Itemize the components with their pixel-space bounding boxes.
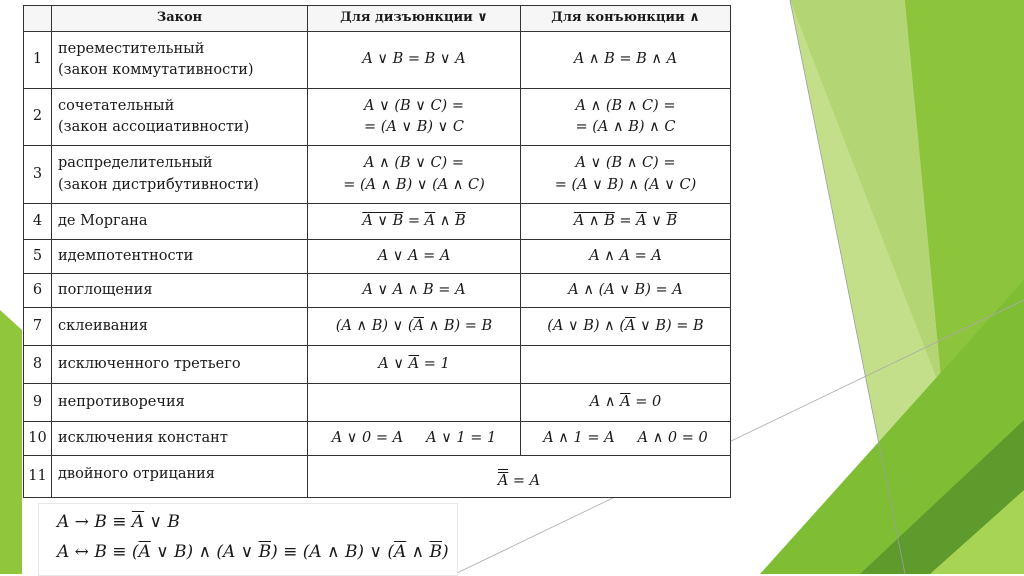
formula-line: = (A ∧ B) ∨ (A ∧ C): [343, 176, 485, 193]
law-name: исключенного третьего: [52, 346, 308, 384]
table-row: [24, 146, 731, 204]
formula-text: A → B ≡: [57, 512, 132, 532]
empty-cell: [521, 346, 731, 384]
law-name: [52, 146, 308, 204]
header-number: [24, 6, 52, 32]
law-name-line: переместительный: [58, 40, 205, 57]
row-number: 7: [24, 308, 52, 346]
formula-text: ): [442, 542, 449, 562]
formula-text: A ∨: [378, 355, 409, 372]
empty-cell: [308, 384, 521, 422]
formula-text: ∧: [406, 542, 430, 562]
conjunction-formula: [521, 89, 731, 146]
negated-expression: A ∨ B: [362, 212, 404, 229]
formula-text: ) ≡ (A ∧ B) ∨ (: [271, 542, 394, 562]
double-negation-formula: [308, 456, 731, 498]
gluing-conjunction-formula: [521, 308, 731, 346]
law-name-line: (закон коммутативности): [58, 62, 254, 78]
formula-text: (A ∨ B) ∧ (: [547, 317, 626, 334]
equivalence-formula: [57, 542, 449, 562]
negated-expression: A ∧ B: [573, 212, 615, 229]
conjunction-formula: A ∧ (A ∨ B) = A: [521, 274, 731, 308]
header-conjunction: Для конъюнкции ∧: [521, 6, 731, 32]
law-name: идемпотентности: [52, 240, 308, 274]
row-number: 10: [24, 422, 52, 456]
formula-line: = (A ∧ B) ∧ C: [575, 119, 676, 135]
negated-variable: $\overline{A}$: [393, 542, 407, 562]
demorgan-disjunction-formula: [308, 204, 521, 240]
formula-text: ∧: [435, 212, 455, 229]
disjunction-formula: A ∨ A = A: [308, 240, 521, 274]
law-name-line: распределительный: [58, 155, 213, 172]
row-number: 1: [24, 32, 52, 89]
row-number: 9: [24, 384, 52, 422]
formula-line: = (A ∨ B) ∨ C: [364, 119, 464, 135]
demorgan-conjunction-formula: [521, 204, 731, 240]
conjunction-formula: [521, 146, 731, 204]
implication-formula: [57, 512, 180, 532]
disjunction-formula: A ∨ A ∧ B = A: [308, 274, 521, 308]
disjunction-formula: [308, 146, 521, 204]
disjunction-formula: A ∨ B = B ∨ A: [308, 32, 521, 89]
formula-line: A ∨ (B ∨ C) =: [364, 97, 464, 114]
table-row: [24, 456, 731, 498]
law-name: де Моргана: [52, 204, 308, 240]
formula-text: = A: [508, 472, 541, 489]
header-disjunction: Для дизъюнкции ∨: [308, 6, 521, 32]
left-green-bar: [0, 310, 22, 574]
law-name-line: сочетательный: [58, 97, 175, 114]
excluded-third-formula: [308, 346, 521, 384]
negated-variable: $\overline{A}$: [408, 355, 420, 372]
table-row: [24, 89, 731, 146]
extra-formulas-box: [38, 503, 458, 576]
row-number: 3: [24, 146, 52, 204]
formula-text: =: [403, 212, 425, 229]
negated-variable: $\overline{A}$: [424, 212, 436, 229]
table-header-row: [24, 6, 731, 32]
row-number: 8: [24, 346, 52, 384]
law-name: исключения констант: [52, 422, 308, 456]
formula-text: = 0: [630, 393, 662, 410]
negated-variable: $\overline{A}$: [131, 512, 145, 532]
noncontradiction-formula: [521, 384, 731, 422]
table-row: [24, 204, 731, 240]
formula-text: = 1: [419, 355, 450, 372]
formula-text: A ↔ B ≡ (: [57, 542, 139, 562]
formula-line: = (A ∨ B) ∧ (A ∨ C): [554, 176, 697, 193]
negated-variable: $\overline{A}$: [413, 317, 425, 334]
formula-text: A ∧: [589, 393, 621, 410]
conjunction-formula: A ∧ A = A: [521, 240, 731, 274]
law-name: склеивания: [52, 308, 308, 346]
table-row: [24, 308, 731, 346]
double-negated-variable: $\overline{A}$: [498, 469, 508, 492]
formula-text: ∨ B) ∧ (A ∨: [150, 542, 259, 562]
table-row: [24, 274, 731, 308]
negated-variable: $\overline{A}$: [138, 542, 151, 562]
formula-line: A ∧ (B ∨ C) =: [364, 155, 464, 172]
conjunction-formula: A ∧ 1 = A A ∧ 0 = 0: [521, 422, 731, 456]
formula-text: ∨ B: [144, 512, 180, 532]
negated-variable: $\overline{A}$: [636, 212, 647, 229]
law-name: непротиворечия: [52, 384, 308, 422]
row-number: 11: [24, 456, 52, 498]
formula-text: ∨: [646, 212, 667, 229]
row-number: 4: [24, 204, 52, 240]
table-row: [24, 384, 731, 422]
negated-variable: $\overline{B}$: [455, 212, 466, 229]
formula-text: ∨ B) = B: [635, 317, 704, 334]
row-number: 5: [24, 240, 52, 274]
law-name-line: (закон ассоциативности): [58, 119, 250, 135]
row-number: 6: [24, 274, 52, 308]
law-name: [52, 32, 308, 89]
table-row: [24, 32, 731, 89]
negated-variable: $\overline{B}$: [666, 212, 678, 229]
table-row: [24, 422, 731, 456]
formula-text: ∧ B) = B: [424, 317, 493, 334]
negated-variable: $\overline{A}$: [620, 393, 631, 410]
logic-laws-table: [23, 5, 731, 498]
header-law: Закон: [52, 6, 308, 32]
table-row: [24, 346, 731, 384]
law-name-line: (закон дистрибутивности): [58, 176, 259, 193]
formula-text: (A ∧ B) ∨ (: [335, 317, 414, 334]
disjunction-formula: [308, 89, 521, 146]
formula-text: =: [614, 212, 637, 229]
negated-variable: $\overline{B}$: [258, 542, 272, 562]
formula-line: A ∧ (B ∧ C) =: [575, 97, 676, 114]
law-name: двойного отрицания: [52, 456, 308, 498]
gluing-disjunction-formula: [308, 308, 521, 346]
negated-variable: $\overline{A}$: [625, 317, 636, 334]
disjunction-formula: A ∨ 0 = A A ∨ 1 = 1: [308, 422, 521, 456]
table-row: [24, 240, 731, 274]
law-name: [52, 89, 308, 146]
law-name: поглощения: [52, 274, 308, 308]
formula-line: A ∨ (B ∧ C) =: [575, 155, 676, 172]
conjunction-formula: A ∧ B = B ∧ A: [521, 32, 731, 89]
row-number: 2: [24, 89, 52, 146]
negated-variable: $\overline{B}$: [429, 542, 442, 562]
